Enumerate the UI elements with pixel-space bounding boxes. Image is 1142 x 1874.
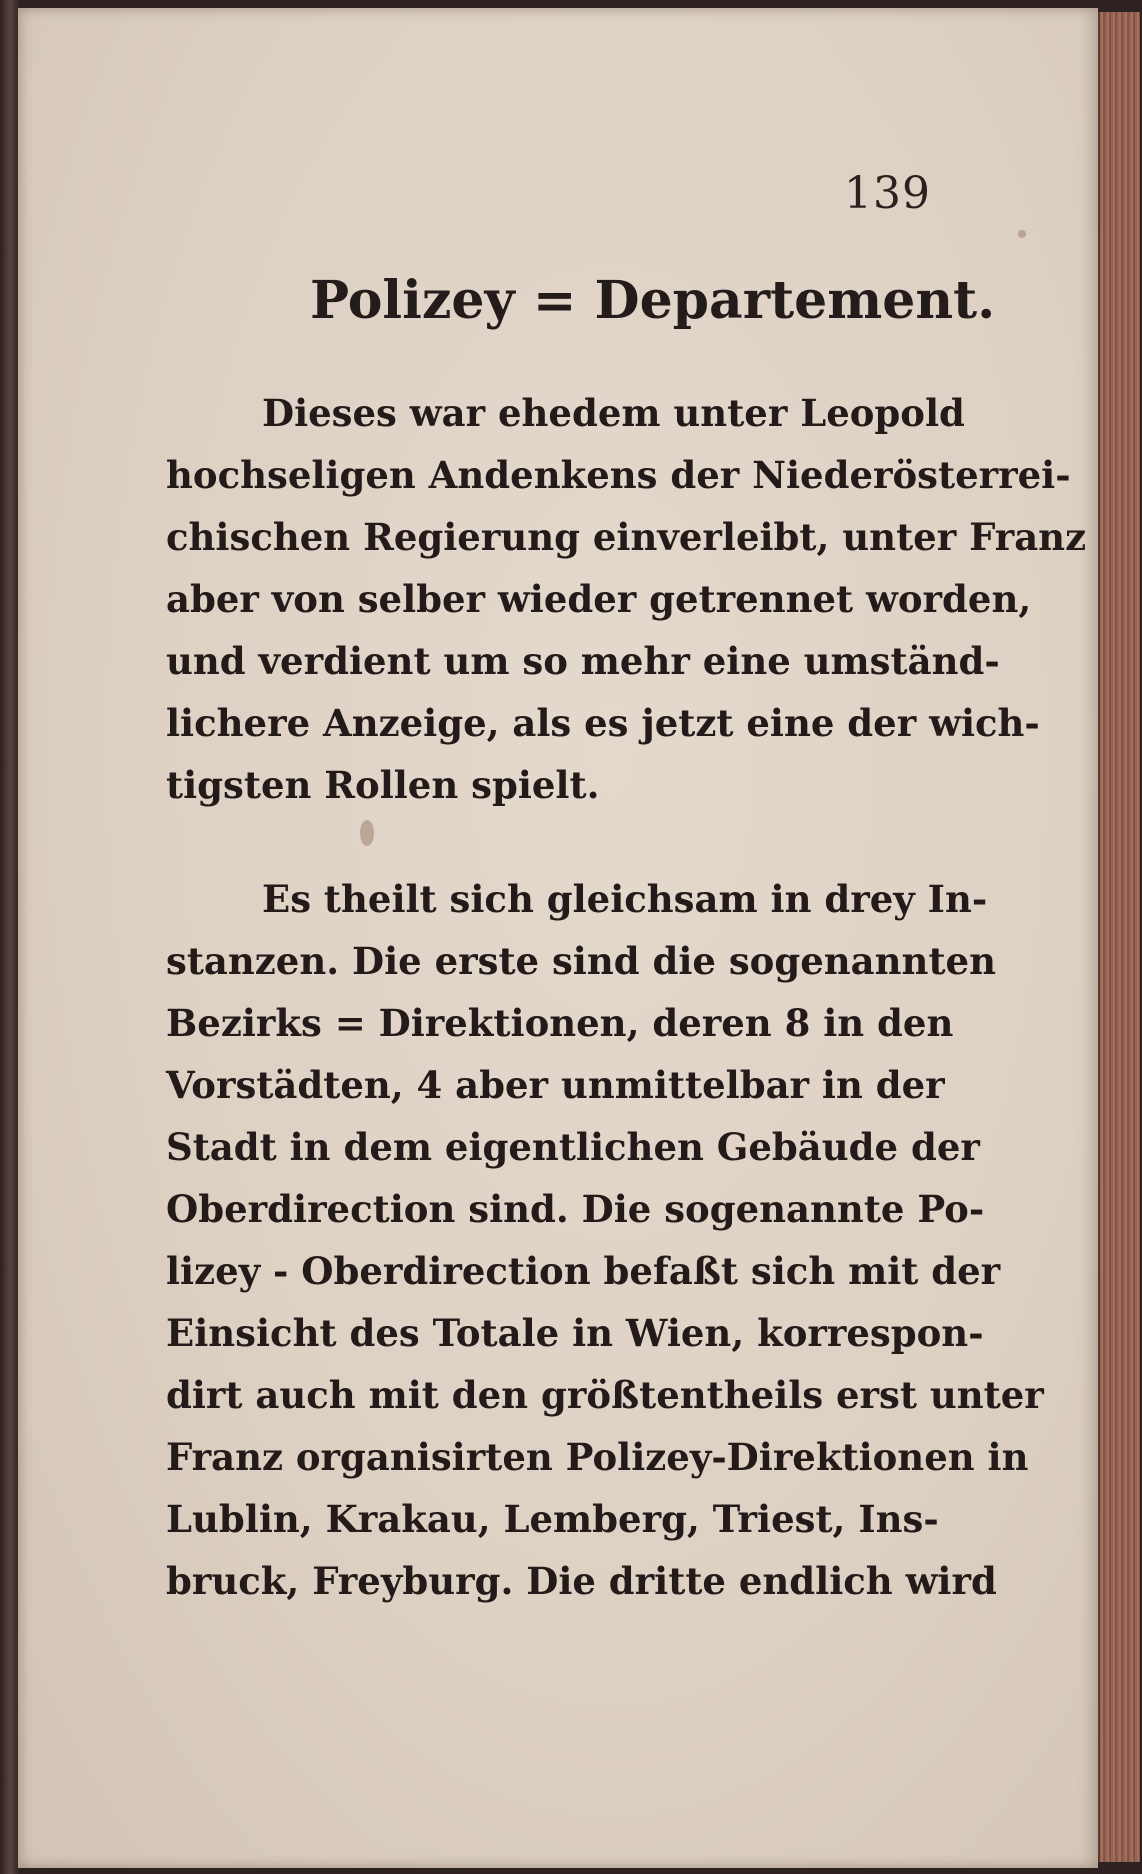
- paragraph-2: [166, 868, 1044, 1612]
- foxing-spot: [1018, 230, 1026, 238]
- text-line: Franz organisirten Polizey-Direktionen in: [166, 1435, 1029, 1479]
- text-line: dirt auch mit den größtentheils erst unter: [166, 1373, 1044, 1417]
- page-edges: [1098, 12, 1140, 1862]
- text-line: stanzen. Die erste sind die sogenannten: [166, 939, 996, 983]
- text-line: Dieses war ehedem unter Leopold: [262, 391, 965, 435]
- text-line: Stadt in dem eigentlichen Gebäude der: [166, 1125, 980, 1169]
- text-line: aber von selber wieder getrennet worden,: [166, 577, 1032, 621]
- paragraph-1: [166, 382, 1087, 816]
- text-line: Es theilt sich gleichsam in drey In-: [262, 877, 988, 921]
- text-line: Vorstädten, 4 aber unmittelbar in der: [166, 1063, 945, 1107]
- text-line: Bezirks = Direktionen, deren 8 in den: [166, 1001, 954, 1045]
- text-line: Lublin, Krakau, Lemberg, Triest, Ins-: [166, 1497, 939, 1541]
- text-line: und verdient um so mehr eine umständ-: [166, 639, 1000, 683]
- foxing-spot: [360, 820, 374, 846]
- page-number: 139: [844, 168, 931, 219]
- text-line: chischen Regierung einverleibt, unter Franz: [166, 515, 1087, 559]
- text-line: Oberdirection sind. Die sogenannte Po-: [166, 1187, 985, 1231]
- text-line: hochseligen Andenkens der Niederösterrei-: [166, 453, 1071, 497]
- text-line: bruck, Freyburg. Die dritte endlich wird: [166, 1559, 997, 1603]
- text-line: lichere Anzeige, als es jetzt eine der wich-: [166, 701, 1040, 745]
- text-line: Einsicht des Totale in Wien, korrespon-: [166, 1311, 984, 1355]
- book-page: [18, 8, 1098, 1868]
- text-line: lizey - Oberdirection befaßt sich mit der: [166, 1249, 1001, 1293]
- text-line: tigsten Rollen spielt.: [166, 763, 600, 807]
- section-heading: Polizey = Departement.: [310, 270, 996, 331]
